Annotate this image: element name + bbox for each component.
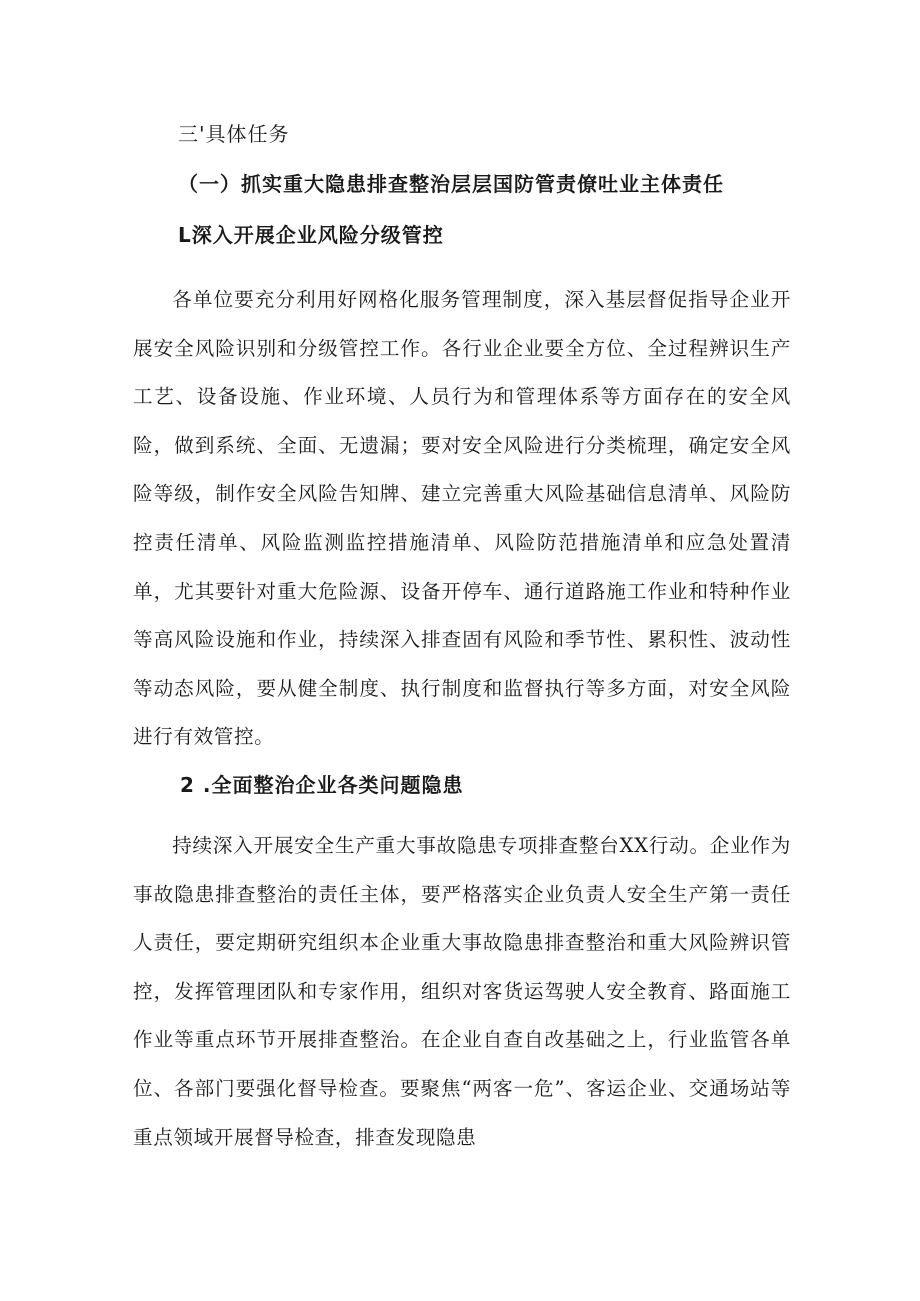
item2-heading: 2 .全面整治企业各类问题隐患 [180,773,464,797]
subsection-heading: （一）抓实重大隐患排查整治层层国防管责僚吐业主体责任 [178,172,724,196]
item1-heading: L深入开展企业风险分级管控 [178,223,444,247]
item1-paragraph: 各单位要充分利用好网格化服务管理制度，深入基层督促指导企业开展安全风险识别和分级管控工作。各行业企业要全方位、全过程辨识生产工艺、设备设施、作业环境、人员行为和管理体系等方面存在的安全风险，做到系统、全面、无遗漏；要对安全风险进行分类梳理，确定安全风险等级，制作安全风险告知牌、建立完善重大风险基础信息清单、风险防控责任清单、风险监测监控措施清单、风险防范措施清单和应急处置清单，尤其要针对重大危险源、设备开停车、通行道路施工作业和特种作业等高风险设施和作业，持续深入排查固有风险和季节性、累积性、波动性等动态风险，要从健全制度、执行制度和监督执行等多方面，对安全风险进行有效管控。 [133,288,791,749]
section-heading: 三'具体任务 [178,122,290,146]
item2-paragraph: 持续深入开展安全生产重大事故隐患专项排查整台XX行动。企业作为事故隐患排查整治的责任主体，要严格落实企业负责人安全生产第一责任人责任，要定期研究组织本企业重大事故隐患排查整治和重大风险辨识管控，发挥管理团队和专家作用，组织对客货运驾驶人安全教育、路面施工作业等重点环节开展排查整治。在企业自查自改基础之上，行业监管各单位、各部门要强化督导检查。要聚焦“两客一危”、客运企业、交通场站等重点领域开展督导检查，排查发现隐患 [133,834,791,1149]
